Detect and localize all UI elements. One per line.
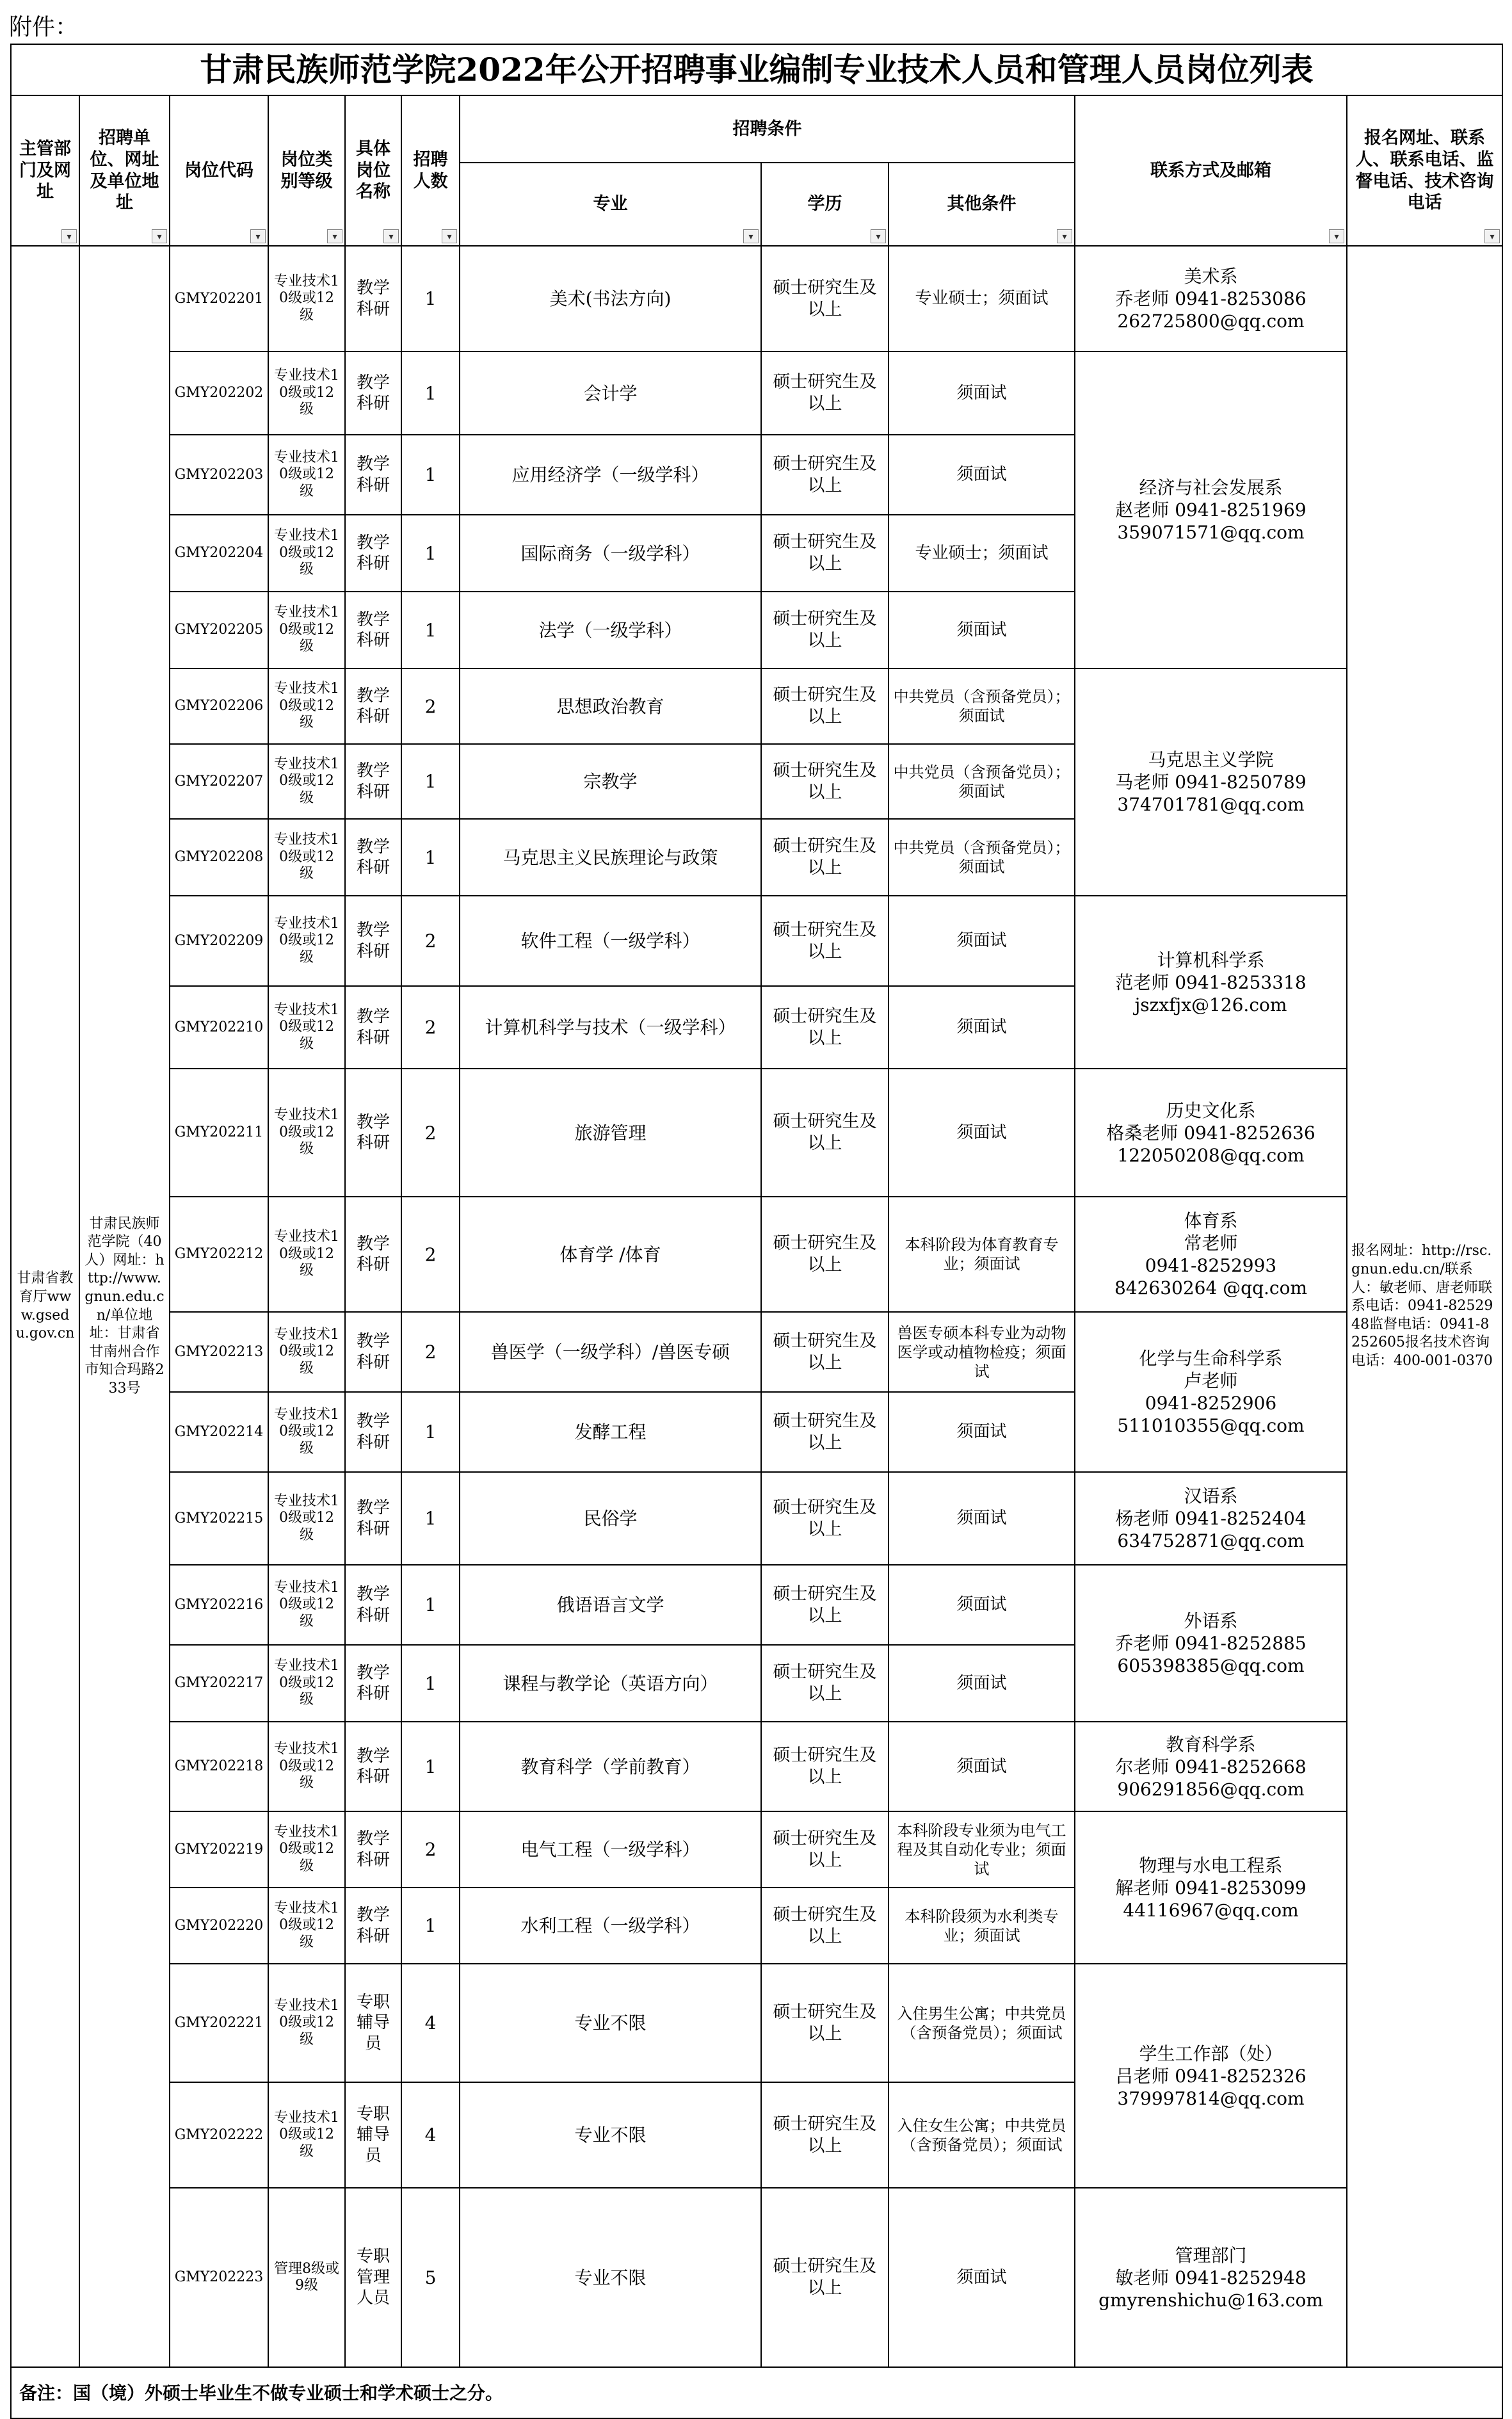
position-code-cell: GMY202207 [170,744,268,819]
contact-cell [1075,1197,1347,1312]
other-conditions-cell: 本科阶段为体育教育专业；须面试 [889,1197,1075,1312]
category-cell: 专业技术10级或12级 [268,896,345,986]
major-cell: 软件工程（一级学科） [460,896,761,986]
position-code-cell: GMY202221 [170,1964,268,2082]
unit-cell: 甘肃民族师范学院（40人）网址：http://www.gnun.edu.cn/单位地址：甘肃省甘南州合作市知合玛路233号 [79,246,170,2367]
education-cell: 硕士研究生及以上 [761,896,889,986]
contact-line: 0941-8252906 [1145,1393,1277,1414]
header-other[interactable]: 其他条件 ▾ [889,163,1075,246]
education-cell: 硕士研究生及以上 [761,246,889,352]
category-cell: 专业技术10级或12级 [268,1069,345,1197]
other-conditions-cell: 入住女生公寓；中共党员（含预备党员）；须面试 [889,2082,1075,2188]
other-conditions-cell: 专业硕士；须面试 [889,246,1075,352]
contact-line: 乔老师 0941-8253086 [1115,288,1307,309]
table-row [11,896,1502,986]
position-code-cell: GMY202211 [170,1069,268,1197]
position-name-cell: 教学科研 [345,819,401,896]
headcount-cell: 2 [401,986,460,1069]
position-code-cell: GMY202205 [170,592,268,668]
education-cell: 硕士研究生及以上 [761,515,889,592]
category-cell: 专业技术10级或12级 [268,668,345,744]
contact-line: 906291856@qq.com [1117,1778,1305,1800]
category-cell: 专业技术10级或12级 [268,1472,345,1565]
attachment-label: 附件： [9,14,79,40]
position-name-cell: 专职管理人员 [345,2188,401,2367]
education-cell: 硕士研究生及以上 [761,1312,889,1392]
position-name-cell: 专职辅导员 [345,2082,401,2188]
category-cell: 专业技术10级或12级 [268,352,345,435]
other-conditions-cell: 须面试 [889,435,1075,515]
category-cell: 专业技术10级或12级 [268,1312,345,1392]
header-info[interactable]: 报名网址、联系人、联系电话、监督电话、技术咨询电话 ▾ [1347,95,1502,246]
category-cell: 专业技术10级或12级 [268,1811,345,1888]
registration-info-cell: 报名网址：http://rsc.gnun.edu.cn/联系人：敏老师、唐老师联系电话：0941-8252948监督电话：0941-8252605报名技术咨询电话：400-001-0370 [1347,246,1502,2367]
position-code-cell: GMY202210 [170,986,268,1069]
position-name-cell: 教学科研 [345,744,401,819]
headcount-cell: 5 [401,2188,460,2367]
headcount-cell: 1 [401,435,460,515]
headcount-cell: 1 [401,592,460,668]
position-code-cell: GMY202215 [170,1472,268,1565]
contact-line: 511010355@qq.com [1117,1415,1305,1436]
footnote: 备注：国（境）外硕士毕业生不做专业硕士和学术硕士之分。 [11,2367,1502,2418]
table-row [11,1197,1502,1312]
major-cell: 发酵工程 [460,1392,761,1472]
category-cell: 专业技术10级或12级 [268,515,345,592]
header-dept[interactable]: 主管部门及网址 ▾ [11,95,79,246]
other-conditions-cell: 须面试 [889,1472,1075,1565]
contact-line: 122050208@qq.com [1117,1144,1305,1166]
major-cell: 民俗学 [460,1472,761,1565]
position-code-cell: GMY202214 [170,1392,268,1472]
major-cell: 水利工程（一级学科） [460,1888,761,1964]
position-name-cell: 教学科研 [345,515,401,592]
other-conditions-cell: 须面试 [889,986,1075,1069]
education-cell: 硕士研究生及以上 [761,1565,889,1645]
category-cell: 专业技术10级或12级 [268,1197,345,1312]
position-name-cell: 教学科研 [345,986,401,1069]
headcount-cell: 1 [401,1888,460,1964]
other-conditions-cell: 须面试 [889,1722,1075,1811]
education-cell: 硕士研究生及以上 [761,1392,889,1472]
other-conditions-cell: 须面试 [889,2188,1075,2367]
headcount-cell: 1 [401,515,460,592]
contact-line: 44116967@qq.com [1123,1899,1299,1921]
other-conditions-cell: 中共党员（含预备党员）；须面试 [889,744,1075,819]
contact-line: gmyrenshichu@163.com [1098,2289,1323,2311]
position-name-cell: 教学科研 [345,1888,401,1964]
category-cell: 专业技术10级或12级 [268,1964,345,2082]
contact-line: 解老师 0941-8253099 [1115,1877,1307,1898]
headcount-cell: 1 [401,1392,460,1472]
education-cell: 硕士研究生及以上 [761,1888,889,1964]
header-code[interactable]: 岗位代码 ▾ [170,95,268,246]
filter-dropdown-icon: ▾ [250,229,266,243]
table-row [11,352,1502,435]
major-cell: 应用经济学（一级学科） [460,435,761,515]
headcount-cell: 4 [401,1964,460,2082]
filter-dropdown-icon: ▾ [1057,229,1072,243]
page-title: 甘肃民族师范学院2022年公开招聘事业编制专业技术人员和管理人员岗位列表 [11,44,1502,95]
filter-dropdown-icon: ▾ [871,229,886,243]
headcount-cell: 2 [401,1312,460,1392]
major-cell: 俄语语言文学 [460,1565,761,1645]
other-conditions-cell: 兽医专硕本科专业为动物医学或动植物检疫；须面试 [889,1312,1075,1392]
category-cell: 专业技术10级或12级 [268,819,345,896]
education-cell: 硕士研究生及以上 [761,435,889,515]
position-code-cell: GMY202204 [170,515,268,592]
filter-dropdown-icon: ▾ [152,229,167,243]
contact-line: 常老师 [1184,1233,1238,1254]
position-code-cell: GMY202217 [170,1645,268,1722]
education-cell: 硕士研究生及以上 [761,1645,889,1722]
position-name-cell: 教学科研 [345,1197,401,1312]
contact-line: 美术系 [1184,266,1238,287]
filter-dropdown-icon: ▾ [743,229,759,243]
table-row [11,246,1502,352]
contact-cell [1075,1069,1347,1197]
position-name-cell: 教学科研 [345,896,401,986]
position-name-cell: 教学科研 [345,1722,401,1811]
position-code-cell: GMY202203 [170,435,268,515]
contact-cell [1075,1312,1347,1472]
header-unit[interactable]: 招聘单位、网址及单位地址 ▾ [79,95,170,246]
position-name-cell: 专职辅导员 [345,1964,401,2082]
contact-line: 范老师 0941-8253318 [1115,971,1307,993]
category-cell: 专业技术10级或12级 [268,1565,345,1645]
table-row [11,1811,1502,1888]
position-code-cell: GMY202222 [170,2082,268,2188]
education-cell: 硕士研究生及以上 [761,668,889,744]
table-row [11,1472,1502,1565]
headcount-cell: 2 [401,1811,460,1888]
contact-line: 359071571@qq.com [1117,522,1305,543]
contact-line: 尔老师 0941-8252668 [1115,1756,1307,1777]
position-code-cell: GMY202208 [170,819,268,896]
education-cell: 硕士研究生及以上 [761,1811,889,1888]
contact-line: 吕老师 0941-8252326 [1115,2065,1307,2087]
education-cell: 硕士研究生及以上 [761,744,889,819]
headcount-cell: 1 [401,744,460,819]
headcount-cell: 1 [401,1565,460,1645]
position-name-cell: 教学科研 [345,246,401,352]
header-category[interactable]: 岗位类别等级 ▾ [268,95,345,246]
other-conditions-cell: 须面试 [889,896,1075,986]
contact-line: 物理与水电工程系 [1139,1854,1283,1876]
header-education[interactable]: 学历 ▾ [761,163,889,246]
education-cell: 硕士研究生及以上 [761,352,889,435]
table-row [11,1312,1502,1392]
contact-line: 乔老师 0941-8252885 [1115,1633,1307,1654]
headcount-cell: 2 [401,668,460,744]
other-conditions-cell: 中共党员（含预备党员）；须面试 [889,668,1075,744]
position-code-cell: GMY202212 [170,1197,268,1312]
contact-line: 262725800@qq.com [1117,311,1305,332]
other-conditions-cell: 须面试 [889,1645,1075,1722]
headcount-cell: 1 [401,1472,460,1565]
education-cell: 硕士研究生及以上 [761,986,889,1069]
education-cell: 硕士研究生及以上 [761,1197,889,1312]
position-code-cell: GMY202206 [170,668,268,744]
filter-dropdown-icon: ▾ [1484,229,1500,243]
major-cell: 旅游管理 [460,1069,761,1197]
positions-table [10,44,1503,2419]
major-cell: 课程与教学论（英语方向） [460,1645,761,1722]
category-cell: 管理8级或9级 [268,2188,345,2367]
education-cell: 硕士研究生及以上 [761,1472,889,1565]
contact-cell [1075,896,1347,1069]
position-code-cell: GMY202223 [170,2188,268,2367]
table-row [11,668,1502,744]
table-row [11,1722,1502,1811]
category-cell: 专业技术10级或12级 [268,2082,345,2188]
category-cell: 专业技术10级或12级 [268,1722,345,1811]
contact-line: 842630264 @qq.com [1114,1277,1308,1298]
header-position[interactable]: 具体岗位名称 ▾ [345,95,401,246]
contact-cell [1075,1722,1347,1811]
headcount-cell: 2 [401,1069,460,1197]
major-cell: 电气工程（一级学科） [460,1811,761,1888]
position-name-cell: 教学科研 [345,352,401,435]
other-conditions-cell: 须面试 [889,1069,1075,1197]
headcount-cell: 1 [401,1722,460,1811]
contact-line: 历史文化系 [1166,1099,1256,1121]
position-code-cell: GMY202219 [170,1811,268,1888]
position-name-cell: 教学科研 [345,1392,401,1472]
contact-line: 379997814@qq.com [1117,2087,1305,2109]
filter-dropdown-icon: ▾ [327,229,342,243]
table-row [11,1964,1502,2082]
position-code-cell: GMY202216 [170,1565,268,1645]
education-cell: 硕士研究生及以上 [761,1069,889,1197]
contact-line: 马克思主义学院 [1148,749,1274,770]
other-conditions-cell: 专业硕士；须面试 [889,515,1075,592]
other-conditions-cell: 本科阶段专业须为电气工程及其自动化专业；须面试 [889,1811,1075,1888]
contact-line: 外语系 [1184,1610,1238,1631]
headcount-cell: 1 [401,819,460,896]
position-code-cell: GMY202220 [170,1888,268,1964]
major-cell: 计算机科学与技术（一级学科） [460,986,761,1069]
contact-cell [1075,1472,1347,1565]
major-cell: 专业不限 [460,1964,761,2082]
contact-line: 634752871@qq.com [1117,1530,1305,1551]
filter-dropdown-icon: ▾ [61,229,77,243]
other-conditions-cell: 须面试 [889,352,1075,435]
headcount-cell: 1 [401,246,460,352]
position-name-cell: 教学科研 [345,592,401,668]
contact-cell [1075,1565,1347,1722]
contact-cell [1075,2188,1347,2367]
major-cell: 思想政治教育 [460,668,761,744]
education-cell: 硕士研究生及以上 [761,2188,889,2367]
filter-dropdown-icon: ▾ [1329,229,1344,243]
education-cell: 硕士研究生及以上 [761,592,889,668]
contact-line: jszxfjx@126.com [1134,994,1287,1015]
category-cell: 专业技术10级或12级 [268,744,345,819]
headcount-cell: 1 [401,1645,460,1722]
position-name-cell: 教学科研 [345,1069,401,1197]
contact-line: 杨老师 0941-8252404 [1115,1508,1307,1529]
position-code-cell: GMY202209 [170,896,268,986]
major-cell: 专业不限 [460,2188,761,2367]
position-code-cell: GMY202218 [170,1722,268,1811]
position-name-cell: 教学科研 [345,1811,401,1888]
major-cell: 教育科学（学前教育） [460,1722,761,1811]
contact-line: 教育科学系 [1166,1733,1256,1755]
major-cell: 宗教学 [460,744,761,819]
major-cell: 专业不限 [460,2082,761,2188]
category-cell: 专业技术10级或12级 [268,986,345,1069]
major-cell: 会计学 [460,352,761,435]
education-cell: 硕士研究生及以上 [761,1722,889,1811]
other-conditions-cell: 本科阶段须为水利类专业；须面试 [889,1888,1075,1964]
contact-line: 赵老师 0941-8251969 [1115,499,1307,521]
other-conditions-cell: 入住男生公寓；中共党员（含预备党员）；须面试 [889,1964,1075,2082]
major-cell: 法学（一级学科） [460,592,761,668]
contact-cell [1075,352,1347,668]
education-cell: 硕士研究生及以上 [761,819,889,896]
headcount-cell: 2 [401,896,460,986]
category-cell: 专业技术10级或12级 [268,1392,345,1472]
other-conditions-cell: 须面试 [889,592,1075,668]
major-cell: 体育学 /体育 [460,1197,761,1312]
major-cell: 兽医学（一级学科）/兽医专硕 [460,1312,761,1392]
contact-cell [1075,668,1347,896]
contact-cell [1075,246,1347,352]
contact-line: 0941-8252993 [1145,1255,1277,1276]
education-cell: 硕士研究生及以上 [761,2082,889,2188]
contact-line: 体育系 [1184,1210,1238,1231]
header-conditions: 招聘条件 [460,95,1075,163]
filter-dropdown-icon: ▾ [383,229,399,243]
position-name-cell: 教学科研 [345,1645,401,1722]
contact-line: 马老师 0941-8250789 [1115,772,1307,793]
contact-cell [1075,1964,1347,2188]
table-row [11,2188,1502,2367]
position-name-cell: 教学科研 [345,668,401,744]
position-name-cell: 教学科研 [345,1312,401,1392]
contact-line: 605398385@qq.com [1117,1655,1305,1676]
category-cell: 专业技术10级或12级 [268,246,345,352]
position-code-cell: GMY202213 [170,1312,268,1392]
category-cell: 专业技术10级或12级 [268,592,345,668]
major-cell: 国际商务（一级学科） [460,515,761,592]
headcount-cell: 1 [401,352,460,435]
category-cell: 专业技术10级或12级 [268,1645,345,1722]
header-count[interactable]: 招聘人数 ▾ [401,95,460,246]
major-cell: 马克思主义民族理论与政策 [460,819,761,896]
position-name-cell: 教学科研 [345,435,401,515]
other-conditions-cell: 须面试 [889,1565,1075,1645]
contact-line: 汉语系 [1184,1485,1238,1507]
position-code-cell: GMY202201 [170,246,268,352]
contact-line: 学生工作部（处） [1139,2043,1283,2064]
contact-line: 经济与社会发展系 [1139,477,1283,498]
position-name-cell: 教学科研 [345,1472,401,1565]
header-contact[interactable]: 联系方式及邮箱 ▾ [1075,95,1347,246]
contact-line: 敏老师 0941-8252948 [1115,2267,1307,2288]
contact-line: 卢老师 [1184,1370,1238,1391]
filter-dropdown-icon: ▾ [442,229,457,243]
category-cell: 专业技术10级或12级 [268,1888,345,1964]
contact-line: 管理部门 [1175,2244,1247,2266]
headcount-cell: 4 [401,2082,460,2188]
header-major[interactable]: 专业 ▾ [460,163,761,246]
contact-line: 计算机科学系 [1157,949,1265,971]
table-row [11,1565,1502,1645]
table-row [11,1069,1502,1197]
contact-cell [1075,1811,1347,1964]
contact-line: 374701781@qq.com [1117,794,1305,815]
other-conditions-cell: 中共党员（含预备党员）；须面试 [889,819,1075,896]
dept-cell: 甘肃省教育厅www.gsedu.gov.cn [11,246,79,2367]
major-cell: 美术(书法方向) [460,246,761,352]
contact-line: 化学与生命科学系 [1139,1348,1283,1369]
headcount-cell: 2 [401,1197,460,1312]
category-cell: 专业技术10级或12级 [268,435,345,515]
education-cell: 硕士研究生及以上 [761,1964,889,2082]
other-conditions-cell: 须面试 [889,1392,1075,1472]
contact-line: 格桑老师 0941-8252636 [1106,1122,1315,1144]
position-name-cell: 教学科研 [345,1565,401,1645]
position-code-cell: GMY202202 [170,352,268,435]
